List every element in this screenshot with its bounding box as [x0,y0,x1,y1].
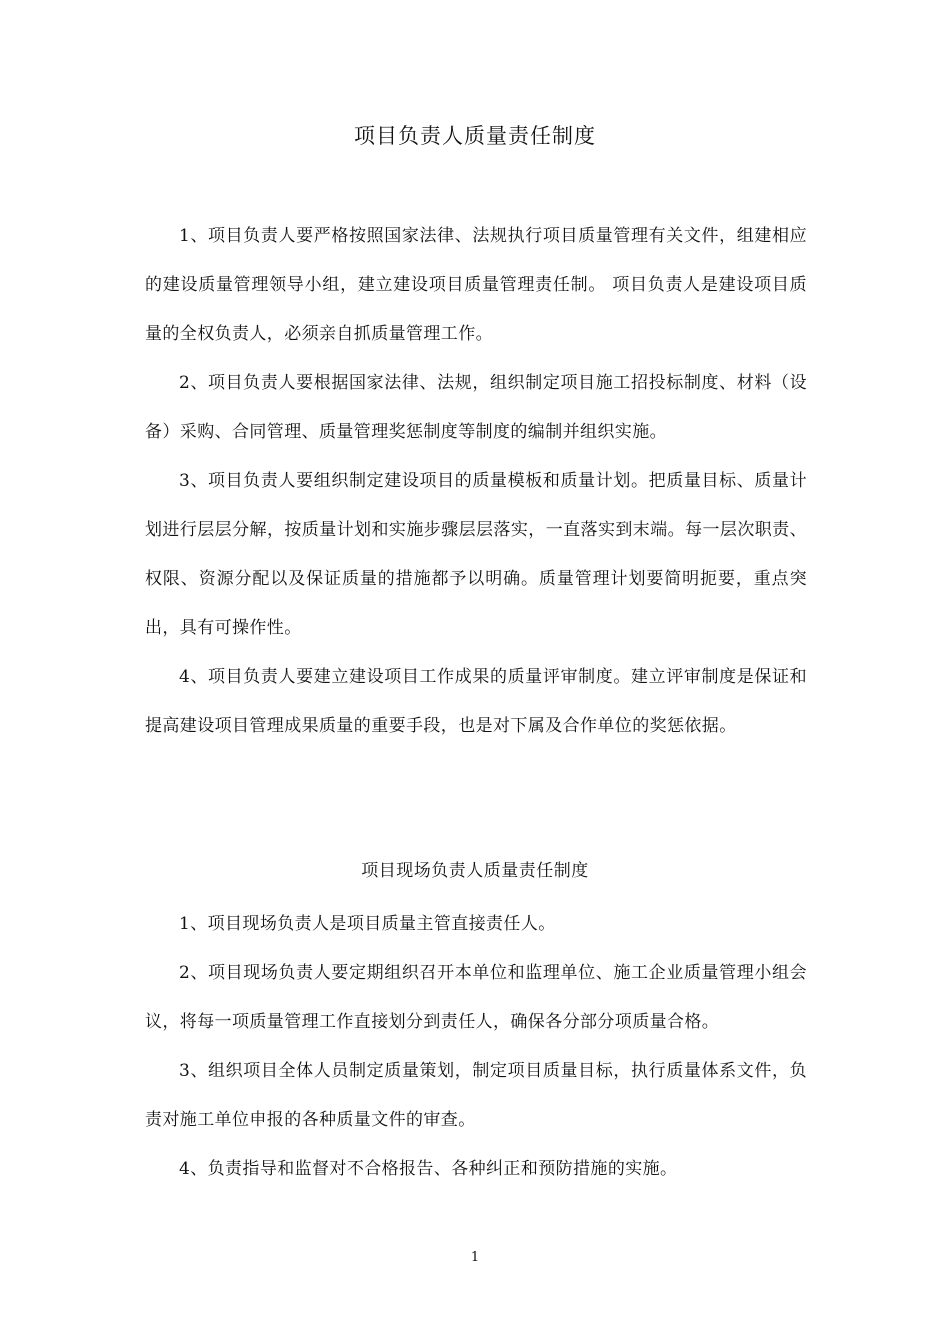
section-2-title: 项目现场负责人质量责任制度 [361,861,589,881]
page-number: 1 [470,1250,480,1265]
paragraph: 4、负责指导和监督对不合格报告、各种纠正和预防措施的实施。 [179,1159,678,1179]
paragraph: 3、项目负责人要组织制定建设项目的质量模板和质量计划。把质量目标、质量计划进行层层分解，按质量计划和实施步骤层层落实，一直落实到末端。每一层次职责、权限、资源分配以及保证质量的措施都予以明确。质量管理计划要简明扼要，重点突出，具有可操作性。 [145,471,807,638]
document-title: 项目负责人质量责任制度 [354,124,596,148]
section-1-body [145,212,807,751]
paragraph: 1、项目负责人要严格按照国家法律、法规执行项目质量管理有关文件，组建相应的建设质量管理领导小组，建立建设项目质量管理责任制。 项目负责人是建设项目质量的全权负责人，必须亲自抓质量管理工作。 [145,226,807,344]
paragraph: 4、项目负责人要建立建设项目工作成果的质量评审制度。建立评审制度是保证和提高建设项目管理成果质量的重要手段，也是对下属及合作单位的奖惩依据。 [145,667,807,736]
paragraph: 1、项目现场负责人是项目质量主管直接责任人。 [179,914,556,934]
section-2-body [145,900,807,1194]
paragraph: 2、项目负责人要根据国家法律、法规，组织制定项目施工招投标制度、材料（设备）采购、合同管理、质量管理奖惩制度等制度的编制并组织实施。 [145,373,807,442]
paragraph: 2、项目现场负责人要定期组织召开本单位和监理单位、施工企业质量管理小组会议，将每一项质量管理工作直接划分到责任人，确保各分部分项质量合格。 [145,963,807,1032]
paragraph: 3、组织项目全体人员制定质量策划，制定项目质量目标，执行质量体系文件，负责对施工单位申报的各种质量文件的审查。 [145,1061,807,1130]
